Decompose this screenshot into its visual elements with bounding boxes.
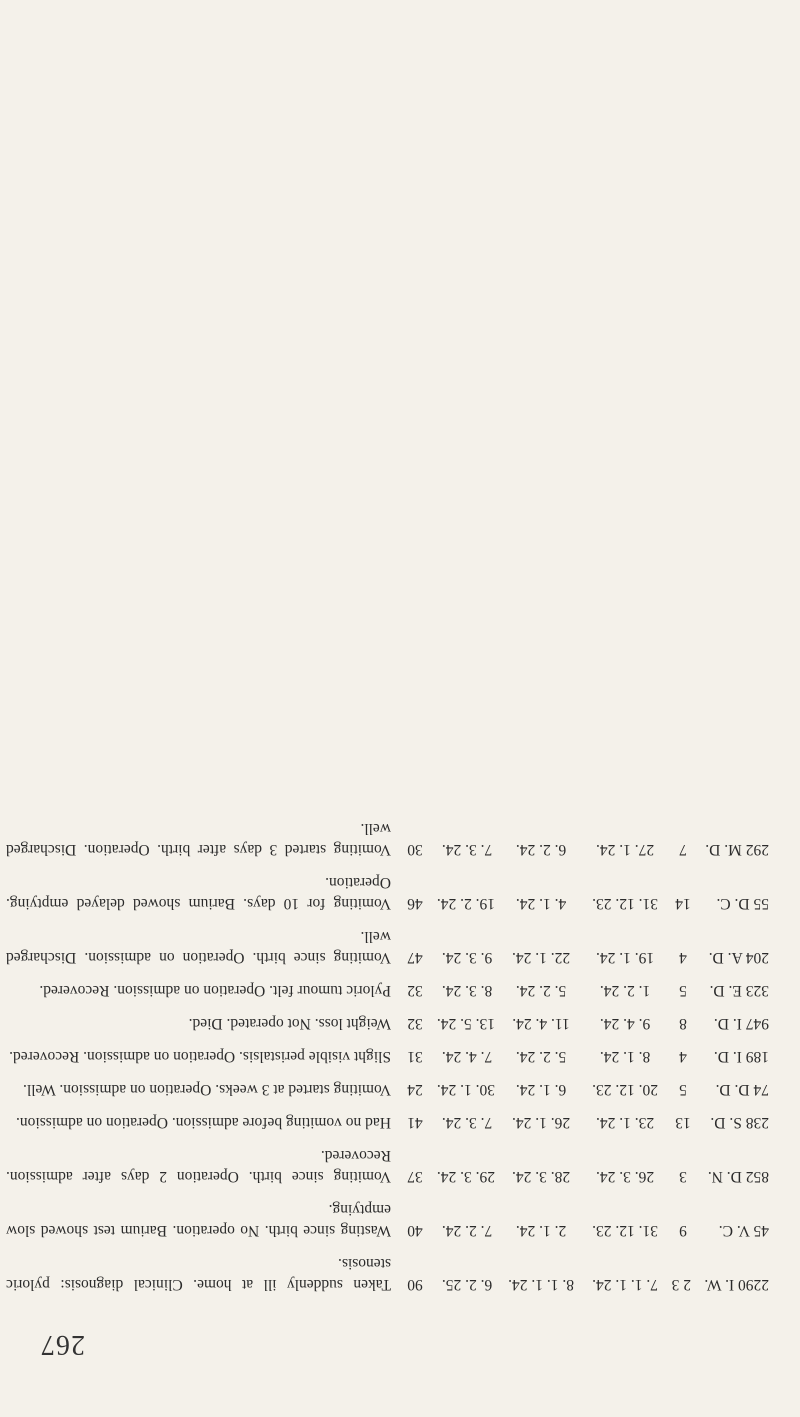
case-id: 55 D. C. bbox=[716, 895, 769, 912]
case-admitted-date: 6. 2. 24. bbox=[515, 841, 567, 858]
case-admitted-date: 8. 1. 1. 24. bbox=[508, 1276, 574, 1293]
case-rows bbox=[0, 810, 775, 1299]
table-row bbox=[0, 1245, 775, 1299]
case-remarks: Wasting since birth. No operation. Barium test showed slow emptying. bbox=[6, 1201, 391, 1239]
case-discharged-date: 30. 1. 24. bbox=[436, 1081, 495, 1098]
case-remarks: Had no vomiting before admission. Operation on admission. bbox=[16, 1114, 391, 1131]
case-id: 292 M. D. bbox=[705, 841, 769, 858]
case-id: 74 D. D. bbox=[715, 1081, 769, 1098]
case-days: 31 bbox=[407, 1048, 423, 1065]
table-row bbox=[0, 918, 775, 972]
case-birth-date: 1. 2. 24. bbox=[599, 982, 651, 999]
case-days: 41 bbox=[407, 1114, 423, 1131]
case-birth-date: 27. 1. 24. bbox=[595, 841, 655, 858]
case-age: 9 bbox=[679, 1222, 687, 1239]
case-age: 3 bbox=[679, 1168, 687, 1185]
case-discharged-date: 7. 3. 24. bbox=[441, 841, 493, 858]
case-birth-date: 7. 1. 1. 24. bbox=[592, 1276, 658, 1293]
case-admitted-date: 5. 2. 24. bbox=[515, 982, 567, 999]
table-row bbox=[0, 1005, 775, 1038]
case-table bbox=[0, 810, 775, 1299]
case-remarks: Taken suddenly ill at home. Clinical diagnosis: pyloric stenosis. bbox=[6, 1255, 391, 1293]
case-discharged-date: 19. 2. 24. bbox=[436, 895, 495, 912]
table-row bbox=[0, 972, 775, 1005]
table-row bbox=[0, 1038, 775, 1071]
table-row bbox=[0, 1071, 775, 1104]
case-birth-date: 9. 4. 24. bbox=[599, 1015, 651, 1032]
case-days: 30 bbox=[407, 841, 423, 858]
case-birth-date: 19. 1. 24. bbox=[595, 949, 655, 966]
case-id: 45 V. C. bbox=[718, 1222, 769, 1239]
case-remarks: Vomiting since birth. Operation on admission. Discharged well. bbox=[6, 928, 391, 966]
case-admitted-date: 28. 3. 24. bbox=[511, 1168, 571, 1185]
case-admitted-date: 4. 1. 24. bbox=[515, 895, 567, 912]
case-days: 90 bbox=[407, 1276, 423, 1293]
table-row bbox=[0, 1191, 775, 1245]
case-remarks: Vomiting started 3 days after birth. Operation. Discharged well. bbox=[6, 820, 391, 858]
case-id: 852 D. N. bbox=[707, 1168, 769, 1185]
case-age: 2 3 bbox=[671, 1276, 691, 1293]
case-age: 5 bbox=[679, 1081, 687, 1098]
case-remarks: Vomiting started at 3 weeks. Operation on admission. Well. bbox=[23, 1081, 391, 1098]
case-discharged-date: 7. 3. 24. bbox=[441, 1114, 493, 1131]
case-remarks: Weight loss. Not operated. Died. bbox=[188, 1015, 391, 1032]
case-remarks: Vomiting for 10 days. Barium showed delayed emptying. Operation. bbox=[6, 874, 391, 912]
case-birth-date: 23. 1. 24. bbox=[595, 1114, 655, 1131]
case-days: 24 bbox=[407, 1081, 423, 1098]
case-admitted-date: 11. 4. 24. bbox=[512, 1015, 570, 1032]
case-id: 204 A. D. bbox=[708, 949, 769, 966]
table-row bbox=[0, 864, 775, 918]
case-days: 46 bbox=[407, 895, 423, 912]
case-id: 238 S. D. bbox=[710, 1114, 769, 1131]
case-birth-date: 20. 12. 23. bbox=[592, 1081, 658, 1098]
case-discharged-date: 7. 2. 24. bbox=[441, 1222, 493, 1239]
case-birth-date: 31. 12. 23. bbox=[592, 895, 658, 912]
case-id: 189 I. D. bbox=[713, 1048, 769, 1065]
case-age: 7 bbox=[679, 841, 687, 858]
case-admitted-date: 22. 1. 24. bbox=[511, 949, 571, 966]
case-remarks: Vomiting since birth. Operation 2 days after admission. Recovered. bbox=[6, 1147, 391, 1185]
case-age: 4 bbox=[679, 949, 687, 966]
case-remarks: Pyloric tumour felt. Operation on admission. Recovered. bbox=[39, 982, 391, 999]
case-discharged-date: 13. 5. 24. bbox=[436, 1015, 495, 1032]
case-discharged-date: 6. 2. 25. bbox=[441, 1276, 493, 1293]
case-days: 47 bbox=[407, 949, 423, 966]
case-discharged-date: 29. 3. 24. bbox=[436, 1168, 495, 1185]
case-discharged-date: 8. 3. 24. bbox=[441, 982, 493, 999]
case-age: 5 bbox=[679, 982, 687, 999]
case-admitted-date: 2. 1. 24. bbox=[515, 1222, 567, 1239]
case-admitted-date: 5. 2. 24. bbox=[515, 1048, 567, 1065]
case-birth-date: 26. 3. 24. bbox=[595, 1168, 655, 1185]
case-admitted-date: 26. 1. 24. bbox=[511, 1114, 571, 1131]
case-days: 32 bbox=[407, 982, 423, 999]
case-remarks: Slight visible peristalsis. Operation on admission. Recovered. bbox=[9, 1048, 391, 1065]
case-id: 947 I. D. bbox=[713, 1015, 769, 1032]
page-number: 267 bbox=[40, 1329, 85, 1360]
case-id: 2290 I. W. bbox=[704, 1276, 769, 1293]
case-birth-date: 31. 12. 23. bbox=[592, 1222, 658, 1239]
table-row bbox=[0, 1104, 775, 1137]
case-age: 13 bbox=[675, 1114, 691, 1131]
case-age: 8 bbox=[679, 1015, 687, 1032]
table-row bbox=[0, 810, 775, 864]
case-id: 323 E. D. bbox=[709, 982, 769, 999]
case-age: 14 bbox=[675, 895, 691, 912]
case-admitted-date: 6. 1. 24. bbox=[515, 1081, 567, 1098]
case-days: 37 bbox=[407, 1168, 423, 1185]
case-days: 40 bbox=[407, 1222, 423, 1239]
case-age: 4 bbox=[679, 1048, 687, 1065]
case-days: 32 bbox=[407, 1015, 423, 1032]
case-discharged-date: 7. 4. 24. bbox=[441, 1048, 493, 1065]
case-discharged-date: 9. 3. 24. bbox=[441, 949, 493, 966]
case-birth-date: 8. 1. 24. bbox=[599, 1048, 651, 1065]
table-row bbox=[0, 1137, 775, 1191]
